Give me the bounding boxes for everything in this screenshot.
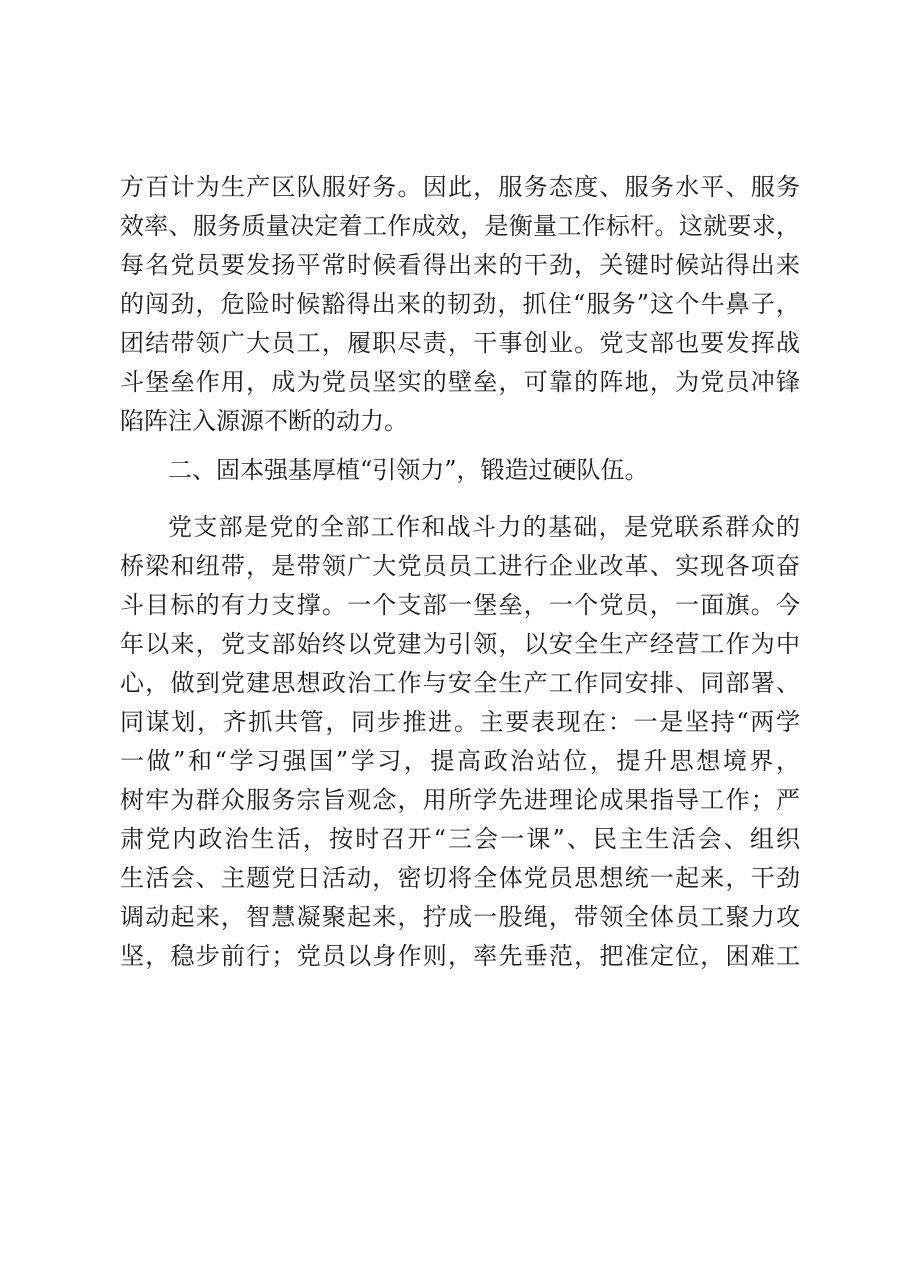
text-line: 方百计为生产区队服好务。因此，服务态度、服务水平、服务 <box>120 173 800 201</box>
text-line: 党支部是党的全部工作和战斗力的基础，是党联系群众的 <box>168 513 800 541</box>
text-line: 每名党员要发扬平常时候看得出来的干劲，关键时候站得出来 <box>120 251 800 279</box>
text-line: 同谋划，齐抓共管，同步推进。主要表现在：一是坚持“两学 <box>120 708 800 736</box>
text-line: 生活会、主题党日活动，密切将全体党员思想统一起来，干劲 <box>120 864 800 892</box>
text-line: 肃党内政治生活，按时召开“三会一课”、民主生活会、组织 <box>120 825 800 853</box>
text-line: 团结带领广大员工，履职尽责，干事创业。党支部也要发挥战 <box>120 329 800 357</box>
section-heading: 二、固本强基厚植“引领力”，锻造过硬队伍。 <box>168 456 649 484</box>
text-line: 调动起来，智慧凝聚起来，拧成一股绳，带领全体员工聚力攻 <box>120 903 800 931</box>
text-line: 坚，稳步前行；党员以身作则，率先垂范，把准定位，困难工 <box>120 942 800 970</box>
text-line: 树牢为群众服务宗旨观念，用所学先进理论成果指导工作；严 <box>120 786 800 814</box>
text-line: 桥梁和纽带，是带领广大党员员工进行企业改革、实现各项奋 <box>120 552 800 580</box>
text-line: 心，做到党建思想政治工作与安全生产工作同安排、同部署、 <box>120 669 800 697</box>
text-line: 一做”和“学习强国”学习，提高政治站位，提升思想境界， <box>120 747 800 775</box>
text-line: 斗堡垒作用，成为党员坚实的壁垒，可靠的阵地，为党员冲锋 <box>120 368 800 396</box>
text-line: 陷阵注入源源不断的动力。 <box>120 407 408 435</box>
text-line: 效率、服务质量决定着工作成效，是衡量工作标杆。这就要求， <box>120 212 800 240</box>
text-line: 斗目标的有力支撑。一个支部一堡垒，一个党员，一面旗。今 <box>120 591 800 619</box>
text-line: 年以来，党支部始终以党建为引领，以安全生产经营工作为中 <box>120 630 800 658</box>
text-line: 的闯劲，危险时候豁得出来的韧劲，抓住“服务”这个牛鼻子， <box>120 290 800 318</box>
